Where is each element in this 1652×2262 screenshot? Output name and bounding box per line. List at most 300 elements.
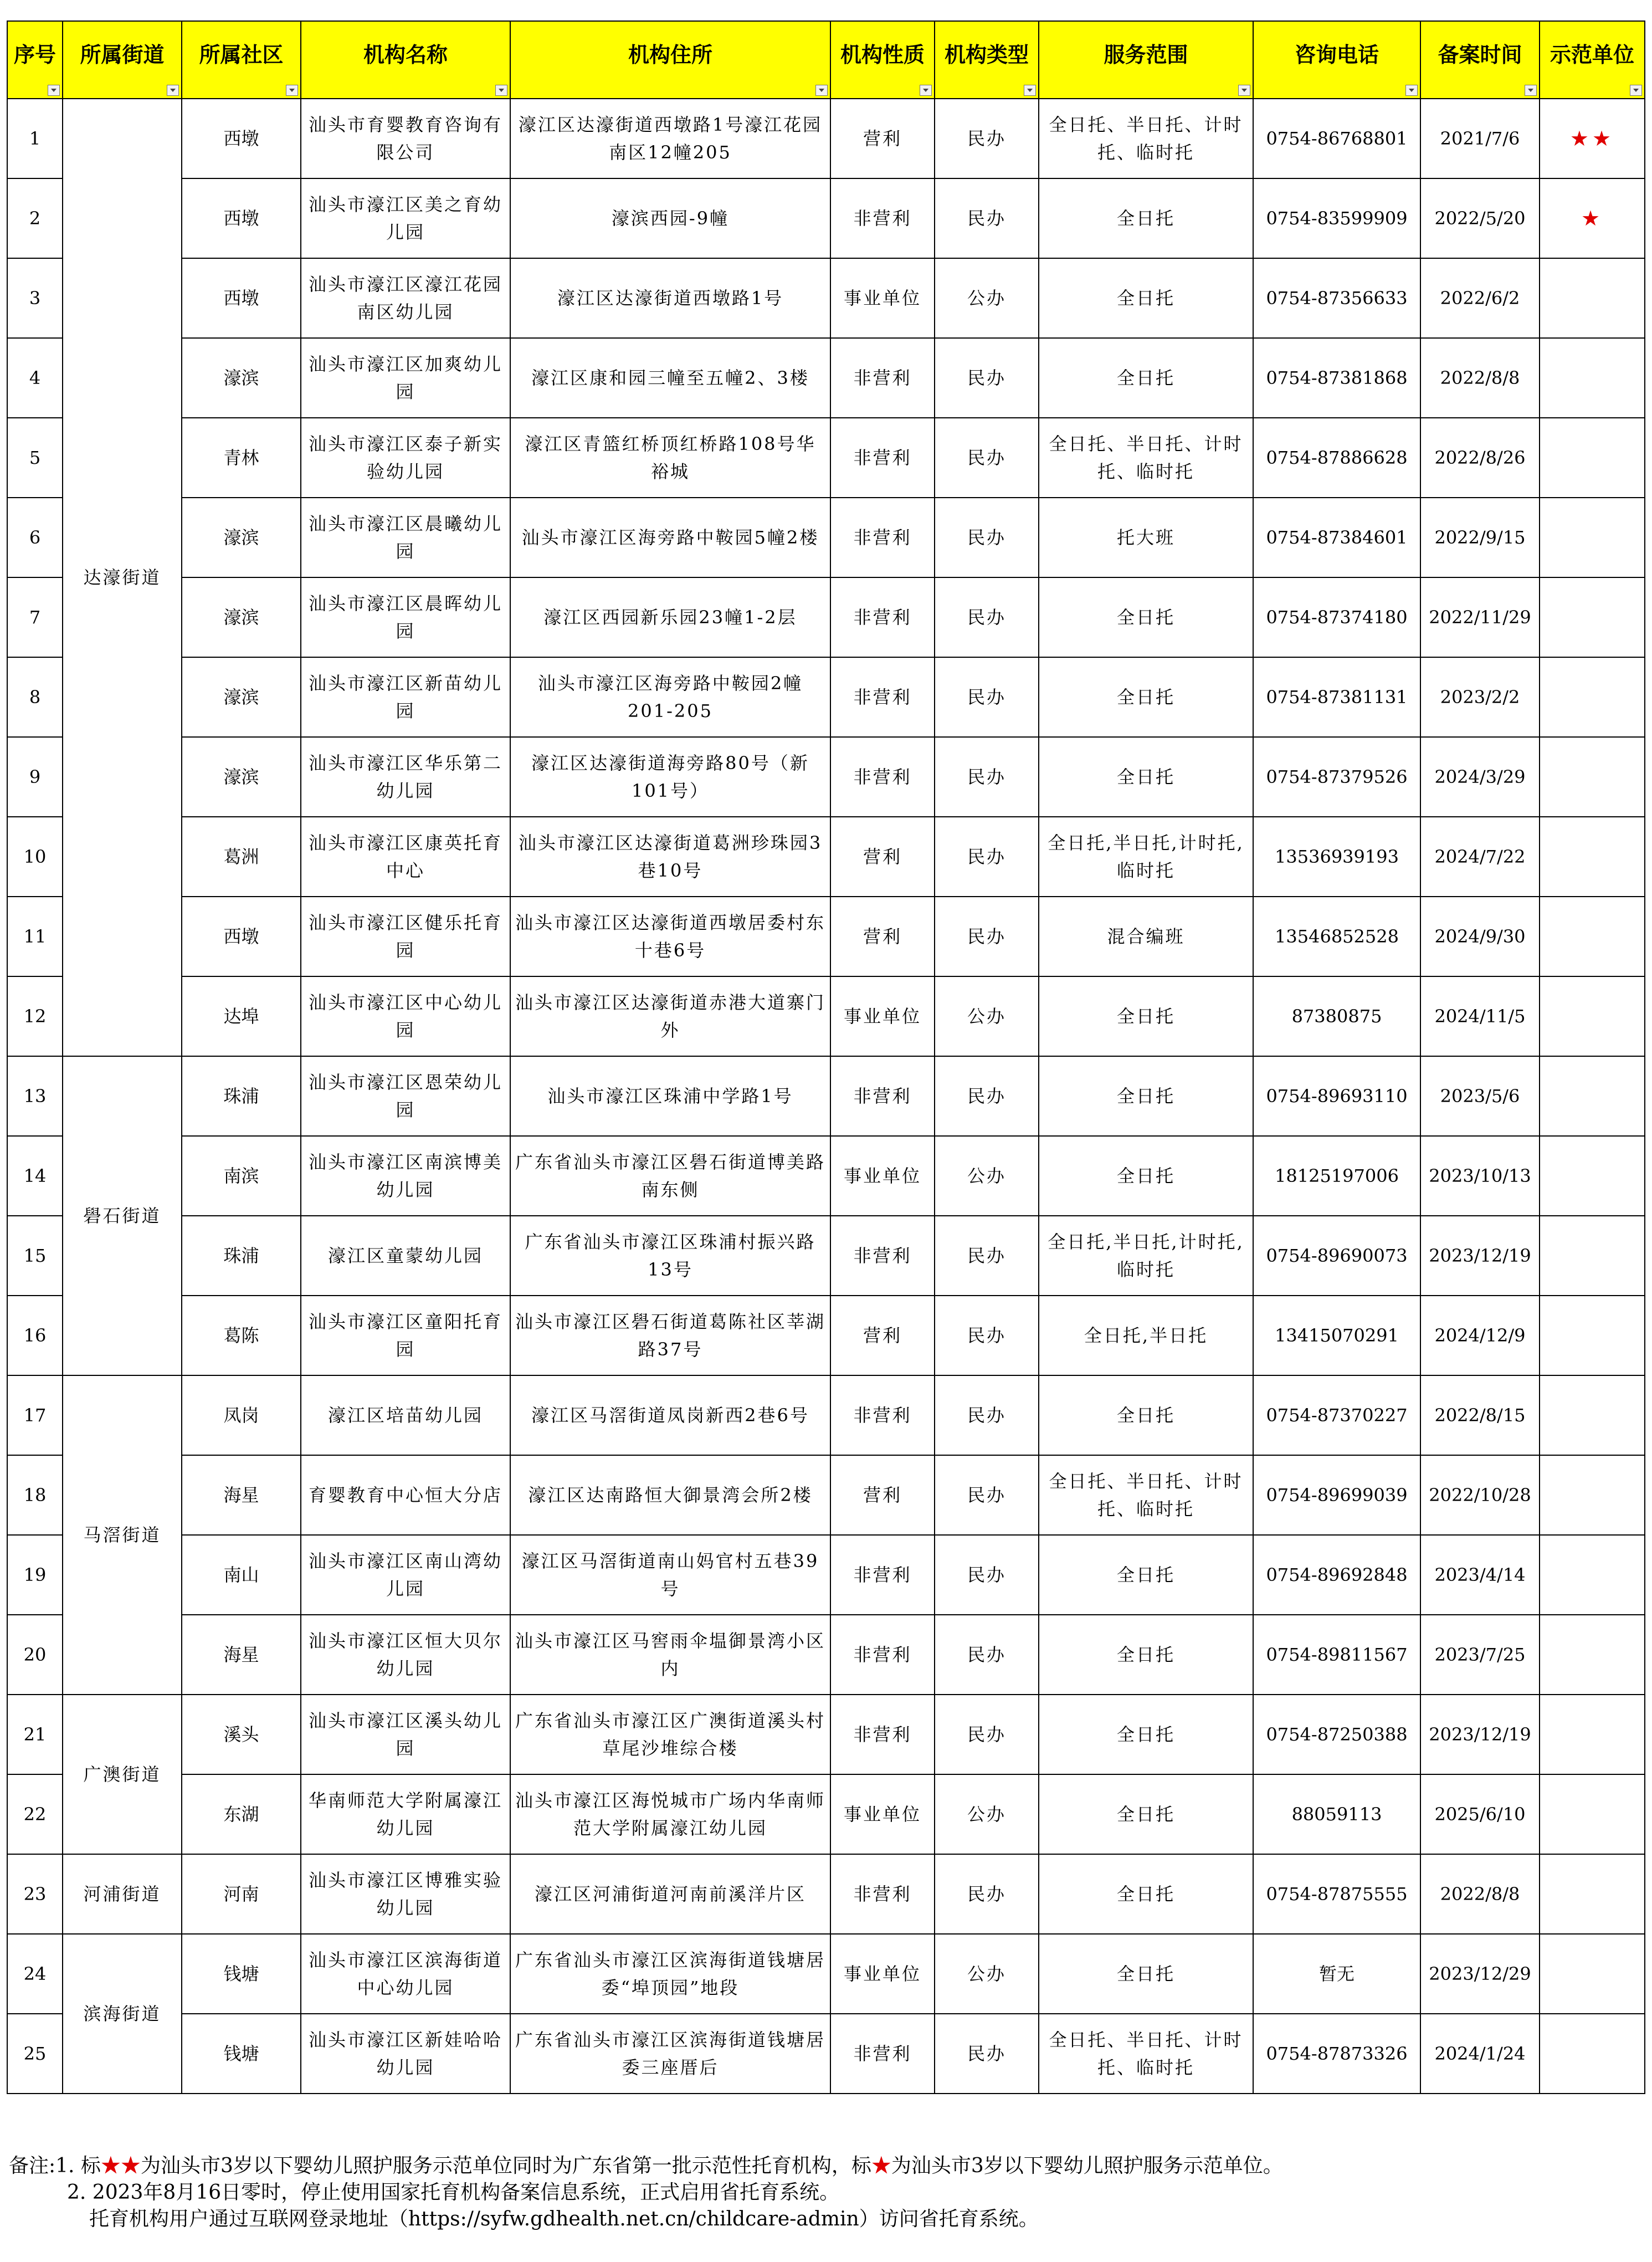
- column-header: [510, 21, 830, 99]
- filter-dropdown-icon[interactable]: [167, 85, 179, 96]
- cell-address: 汕头市濠江区礐石街道葛陈社区莘湖路37号: [510, 1296, 830, 1375]
- cell-org-name: 汕头市濠江区中心幼儿园: [301, 976, 510, 1056]
- cell-phone: 13536939193: [1253, 817, 1420, 897]
- cell-demo: [1540, 657, 1645, 737]
- cell-type: 民办: [935, 817, 1039, 897]
- filter-dropdown-icon[interactable]: [495, 85, 507, 96]
- column-header-label: 咨询电话: [1294, 42, 1379, 67]
- cell-date: 2024/12/9: [1420, 1296, 1540, 1375]
- cell-address: 广东省汕头市濠江区滨海街道钱塘居委三座厝后: [510, 2014, 830, 2094]
- cell-demo: [1540, 2014, 1645, 2094]
- header-row: [7, 21, 1645, 99]
- star-icon: ★: [871, 2154, 891, 2177]
- cell-scope: 全日托: [1039, 976, 1253, 1056]
- spreadsheet: [7, 21, 1645, 2094]
- cell-nature: 营利: [830, 1455, 935, 1535]
- cell-serial: 23: [7, 1854, 63, 1934]
- cell-address: 汕头市濠江区珠浦中学路1号: [510, 1056, 830, 1136]
- cell-community: 东湖: [182, 1774, 301, 1854]
- column-header-label: 所属街道: [80, 42, 165, 67]
- cell-org-name: 汕头市濠江区康英托育中心: [301, 817, 510, 897]
- cell-phone: 0754-87379526: [1253, 737, 1420, 817]
- cell-serial: 11: [7, 897, 63, 976]
- column-header: [7, 21, 63, 99]
- cell-demo: [1540, 1854, 1645, 1934]
- cell-date: 2024/11/5: [1420, 976, 1540, 1056]
- cell-scope: 全日托,半日托,计时托,临时托: [1039, 817, 1253, 897]
- cell-scope: 全日托、半日托、计时托、临时托: [1039, 418, 1253, 498]
- cell-demo: ★: [1540, 178, 1645, 258]
- cell-serial: 24: [7, 1934, 63, 2014]
- cell-type: 民办: [935, 338, 1039, 418]
- cell-serial: 21: [7, 1695, 63, 1774]
- cell-community: 海星: [182, 1615, 301, 1695]
- cell-address: 濠江区河浦街道河南前溪洋片区: [510, 1854, 830, 1934]
- cell-serial: 6: [7, 498, 63, 577]
- cell-community: 濠滨: [182, 338, 301, 418]
- cell-type: 公办: [935, 258, 1039, 338]
- cell-nature: 非营利: [830, 418, 935, 498]
- remark-text: 备注:1. 标: [9, 2154, 101, 2177]
- cell-address: 汕头市濠江区海旁路中鞍园2幢201-205: [510, 657, 830, 737]
- column-header-label: 所属社区: [199, 42, 284, 67]
- cell-community: 西墩: [182, 178, 301, 258]
- cell-scope: 全日托、半日托、计时托、临时托: [1039, 2014, 1253, 2094]
- cell-date: 2022/8/15: [1420, 1375, 1540, 1455]
- cell-phone: 0754-87886628: [1253, 418, 1420, 498]
- cell-type: 民办: [935, 897, 1039, 976]
- cell-demo: [1540, 897, 1645, 976]
- cell-org-name: 汕头市濠江区泰子新实验幼儿园: [301, 418, 510, 498]
- cell-phone: 0754-87384601: [1253, 498, 1420, 577]
- cell-demo: [1540, 1296, 1645, 1375]
- cell-address: 汕头市濠江区马窖雨伞塭御景湾小区内: [510, 1615, 830, 1695]
- cell-nature: 非营利: [830, 2014, 935, 2094]
- cell-community: 葛陈: [182, 1296, 301, 1375]
- cell-phone: 0754-89699039: [1253, 1455, 1420, 1535]
- cell-org-name: 汕头市濠江区华乐第二幼儿园: [301, 737, 510, 817]
- table-row: [7, 418, 1645, 498]
- cell-address: 濠江区达濠街道西墩路1号: [510, 258, 830, 338]
- cell-community: 南滨: [182, 1136, 301, 1216]
- cell-demo: [1540, 1615, 1645, 1695]
- cell-address: 濠江区达濠街道海旁路80号（新101号）: [510, 737, 830, 817]
- cell-phone: 0754-87381131: [1253, 657, 1420, 737]
- table-row: [7, 1934, 1645, 2014]
- cell-date: 2023/12/19: [1420, 1216, 1540, 1296]
- cell-serial: 18: [7, 1455, 63, 1535]
- table-row: [7, 1615, 1645, 1695]
- cell-type: 民办: [935, 1216, 1039, 1296]
- table-row: [7, 1296, 1645, 1375]
- table-row: [7, 338, 1645, 418]
- table-row: [7, 2014, 1645, 2094]
- table-row: [7, 1216, 1645, 1296]
- cell-address: 濠江区马滘街道凤岗新西2巷6号: [510, 1375, 830, 1455]
- cell-type: 民办: [935, 1455, 1039, 1535]
- cell-community: 达埠: [182, 976, 301, 1056]
- cell-phone: 13546852528: [1253, 897, 1420, 976]
- cell-date: 2022/6/2: [1420, 258, 1540, 338]
- cell-demo: [1540, 338, 1645, 418]
- table-row: [7, 1774, 1645, 1854]
- cell-community: 溪头: [182, 1695, 301, 1774]
- cell-org-name: 汕头市濠江区新娃哈哈幼儿园: [301, 2014, 510, 2094]
- cell-org-name: 华南师范大学附属濠江幼儿园: [301, 1774, 510, 1854]
- cell-demo: [1540, 577, 1645, 657]
- cell-address: 汕头市濠江区海悦城市广场内华南师范大学附属濠江幼儿园: [510, 1774, 830, 1854]
- cell-phone: 0754-89811567: [1253, 1615, 1420, 1695]
- remark-line-1: [9, 2153, 1283, 2179]
- cell-community: 钱塘: [182, 1934, 301, 2014]
- cell-nature: 营利: [830, 99, 935, 178]
- cell-date: 2024/3/29: [1420, 737, 1540, 817]
- cell-demo: [1540, 498, 1645, 577]
- cell-date: 2022/8/8: [1420, 338, 1540, 418]
- cell-type: 民办: [935, 99, 1039, 178]
- column-header: [1540, 21, 1645, 99]
- cell-community: 青林: [182, 418, 301, 498]
- column-header: [1039, 21, 1253, 99]
- cell-nature: 非营利: [830, 178, 935, 258]
- cell-scope: 全日托: [1039, 178, 1253, 258]
- table-row: [7, 1854, 1645, 1934]
- cell-serial: 5: [7, 418, 63, 498]
- cell-scope: 全日托: [1039, 1056, 1253, 1136]
- cell-street: 河浦街道: [63, 1854, 182, 1934]
- remark-line-3: 托育机构用户通过互联网登录地址（https://syfw.gdhealth.net.cn/childcare-admin）访问省托育系统。: [89, 2208, 1039, 2230]
- cell-scope: 全日托、半日托、计时托、临时托: [1039, 99, 1253, 178]
- cell-address: 广东省汕头市濠江区滨海街道钱塘居委“埠顶园”地段: [510, 1934, 830, 2014]
- cell-org-name: 汕头市濠江区童阳托育园: [301, 1296, 510, 1375]
- cell-type: 民办: [935, 1056, 1039, 1136]
- cell-scope: 全日托: [1039, 338, 1253, 418]
- cell-nature: 营利: [830, 817, 935, 897]
- cell-community: 葛洲: [182, 817, 301, 897]
- filter-dropdown-icon[interactable]: [286, 85, 298, 96]
- cell-address: 汕头市濠江区达濠街道赤港大道寨门外: [510, 976, 830, 1056]
- cell-nature: 事业单位: [830, 1934, 935, 2014]
- column-header-label: 机构性质: [840, 42, 925, 67]
- column-header: [63, 21, 182, 99]
- cell-address: 濠江区达南路恒大御景湾会所2楼: [510, 1455, 830, 1535]
- cell-nature: 非营利: [830, 737, 935, 817]
- cell-date: 2023/12/19: [1420, 1695, 1540, 1774]
- cell-community: 南山: [182, 1535, 301, 1615]
- cell-org-name: 汕头市濠江区南滨博美幼儿园: [301, 1136, 510, 1216]
- cell-nature: 营利: [830, 1296, 935, 1375]
- cell-nature: 非营利: [830, 1216, 935, 1296]
- cell-serial: 3: [7, 258, 63, 338]
- cell-date: 2025/6/10: [1420, 1774, 1540, 1854]
- table-row: [7, 498, 1645, 577]
- cell-scope: 全日托: [1039, 1615, 1253, 1695]
- cell-nature: 非营利: [830, 1854, 935, 1934]
- cell-community: 西墩: [182, 897, 301, 976]
- cell-nature: 非营利: [830, 1615, 935, 1695]
- cell-phone: 18125197006: [1253, 1136, 1420, 1216]
- cell-phone: 13415070291: [1253, 1296, 1420, 1375]
- cell-type: 民办: [935, 1535, 1039, 1615]
- cell-address: 濠江区康和园三幢至五幢2、3楼: [510, 338, 830, 418]
- filter-dropdown-icon[interactable]: [1405, 85, 1418, 96]
- column-header: [935, 21, 1039, 99]
- cell-scope: 全日托: [1039, 657, 1253, 737]
- cell-nature: 事业单位: [830, 976, 935, 1056]
- table-row: [7, 897, 1645, 976]
- table-row: [7, 1455, 1645, 1535]
- cell-community: 河南: [182, 1854, 301, 1934]
- cell-type: 民办: [935, 1615, 1039, 1695]
- cell-scope: 全日托、半日托、计时托、临时托: [1039, 1455, 1253, 1535]
- cell-community: 濠滨: [182, 577, 301, 657]
- table-row: [7, 577, 1645, 657]
- cell-community: 濠滨: [182, 737, 301, 817]
- cell-scope: 全日托: [1039, 737, 1253, 817]
- cell-org-name: 汕头市濠江区美之育幼儿园: [301, 178, 510, 258]
- cell-serial: 16: [7, 1296, 63, 1375]
- cell-serial: 25: [7, 2014, 63, 2094]
- cell-type: 民办: [935, 1375, 1039, 1455]
- cell-date: 2022/5/20: [1420, 178, 1540, 258]
- table-row: [7, 1136, 1645, 1216]
- cell-serial: 15: [7, 1216, 63, 1296]
- cell-date: 2023/12/29: [1420, 1934, 1540, 2014]
- cell-phone: 0754-87356633: [1253, 258, 1420, 338]
- cell-demo: [1540, 1136, 1645, 1216]
- column-header: [1253, 21, 1420, 99]
- cell-serial: 4: [7, 338, 63, 418]
- cell-scope: 全日托: [1039, 1854, 1253, 1934]
- cell-street: 礐石街道: [63, 1056, 182, 1375]
- cell-type: 公办: [935, 1934, 1039, 2014]
- cell-org-name: 汕头市濠江区健乐托育园: [301, 897, 510, 976]
- cell-address: 濠江区青篮红桥顶红桥路108号华裕城: [510, 418, 830, 498]
- filter-dropdown-icon[interactable]: [920, 85, 932, 96]
- cell-community: 珠浦: [182, 1216, 301, 1296]
- cell-demo: [1540, 1455, 1645, 1535]
- cell-demo: [1540, 1216, 1645, 1296]
- column-header-label: 备案时间: [1438, 42, 1522, 67]
- cell-org-name: 汕头市濠江区博雅实验幼儿园: [301, 1854, 510, 1934]
- cell-address: 汕头市濠江区达濠街道葛洲珍珠园3巷10号: [510, 817, 830, 897]
- cell-street: 达濠街道: [63, 99, 182, 1056]
- cell-address: 广东省汕头市濠江区珠浦村振兴路13号: [510, 1216, 830, 1296]
- cell-phone: 0754-87374180: [1253, 577, 1420, 657]
- cell-date: 2022/8/8: [1420, 1854, 1540, 1934]
- cell-demo: [1540, 1535, 1645, 1615]
- cell-type: 民办: [935, 657, 1039, 737]
- cell-serial: 12: [7, 976, 63, 1056]
- cell-serial: 20: [7, 1615, 63, 1695]
- cell-demo: [1540, 1056, 1645, 1136]
- table-row: [7, 737, 1645, 817]
- cell-community: 濠滨: [182, 657, 301, 737]
- filter-dropdown-icon[interactable]: [815, 85, 828, 96]
- cell-nature: 非营利: [830, 1695, 935, 1774]
- cell-demo: [1540, 1695, 1645, 1774]
- cell-phone: 0754-87370227: [1253, 1375, 1420, 1455]
- cell-type: 民办: [935, 1854, 1039, 1934]
- cell-org-name: 汕头市濠江区溪头幼儿园: [301, 1695, 510, 1774]
- cell-phone: 0754-87875555: [1253, 1854, 1420, 1934]
- remarks: [9, 2153, 1283, 2233]
- cell-scope: 全日托: [1039, 258, 1253, 338]
- remark-text: 为汕头市3岁以下婴幼儿照护服务示范单位。: [891, 2154, 1283, 2177]
- cell-scope: 全日托: [1039, 1535, 1253, 1615]
- cell-serial: 1: [7, 99, 63, 178]
- cell-org-name: 汕头市濠江区新苗幼儿园: [301, 657, 510, 737]
- cell-date: 2024/7/22: [1420, 817, 1540, 897]
- cell-demo: [1540, 1774, 1645, 1854]
- table-row: [7, 1375, 1645, 1455]
- cell-scope: 全日托: [1039, 1934, 1253, 2014]
- table-row: [7, 976, 1645, 1056]
- cell-demo: [1540, 1934, 1645, 2014]
- cell-nature: 非营利: [830, 1056, 935, 1136]
- cell-scope: 托大班: [1039, 498, 1253, 577]
- cell-phone: 87380875: [1253, 976, 1420, 1056]
- cell-community: 西墩: [182, 258, 301, 338]
- filter-dropdown-icon[interactable]: [1024, 85, 1036, 96]
- cell-date: 2022/10/28: [1420, 1455, 1540, 1535]
- cell-address: 濠江区马滘街道南山妈官村五巷39号: [510, 1535, 830, 1615]
- cell-org-name: 汕头市濠江区南山湾幼儿园: [301, 1535, 510, 1615]
- column-header-label: 服务范围: [1104, 42, 1188, 67]
- column-header: [182, 21, 301, 99]
- column-header-label: 示范单位: [1550, 42, 1634, 67]
- table-row: [7, 817, 1645, 897]
- cell-phone: 0754-83599909: [1253, 178, 1420, 258]
- cell-date: 2023/10/13: [1420, 1136, 1540, 1216]
- cell-address: 濠江区达濠街道西墩路1号濠江花园南区12幢205: [510, 99, 830, 178]
- cell-date: 2023/7/25: [1420, 1615, 1540, 1695]
- cell-community: 濠滨: [182, 498, 301, 577]
- cell-demo: [1540, 418, 1645, 498]
- cell-address: 汕头市濠江区海旁路中鞍园5幢2楼: [510, 498, 830, 577]
- cell-address: 广东省汕头市濠江区广澳街道溪头村草尾沙堆综合楼: [510, 1695, 830, 1774]
- cell-phone: 0754-87250388: [1253, 1695, 1420, 1774]
- filter-dropdown-icon[interactable]: [1630, 85, 1642, 96]
- table-row: [7, 258, 1645, 338]
- cell-phone: 暂无: [1253, 1934, 1420, 2014]
- cell-scope: 全日托: [1039, 1136, 1253, 1216]
- cell-scope: 全日托: [1039, 1695, 1253, 1774]
- cell-scope: 全日托,半日托: [1039, 1296, 1253, 1375]
- cell-address: 濠江区西园新乐园23幢1-2层: [510, 577, 830, 657]
- remark-text: 为汕头市3岁以下婴幼儿照护服务示范单位同时为广东省第一批示范性托育机构，标: [140, 2154, 871, 2177]
- cell-org-name: 汕头市濠江区加爽幼儿园: [301, 338, 510, 418]
- cell-nature: 营利: [830, 897, 935, 976]
- childcare-table: [7, 21, 1645, 2094]
- cell-serial: 9: [7, 737, 63, 817]
- filter-dropdown-icon[interactable]: [48, 85, 60, 96]
- cell-type: 公办: [935, 1774, 1039, 1854]
- cell-serial: 14: [7, 1136, 63, 1216]
- cell-serial: 10: [7, 817, 63, 897]
- cell-scope: 混合编班: [1039, 897, 1253, 976]
- cell-type: 公办: [935, 1136, 1039, 1216]
- cell-date: 2023/5/6: [1420, 1056, 1540, 1136]
- cell-nature: 非营利: [830, 577, 935, 657]
- cell-phone: 0754-89693110: [1253, 1056, 1420, 1136]
- cell-demo: ★★: [1540, 99, 1645, 178]
- column-header-label: 机构类型: [944, 42, 1029, 67]
- cell-address: 汕头市濠江区达濠街道西墩居委村东十巷6号: [510, 897, 830, 976]
- cell-type: 民办: [935, 2014, 1039, 2094]
- cell-phone: 88059113: [1253, 1774, 1420, 1854]
- cell-demo: [1540, 1375, 1645, 1455]
- cell-org-name: 汕头市濠江区恩荣幼儿园: [301, 1056, 510, 1136]
- cell-community: 珠浦: [182, 1056, 301, 1136]
- cell-date: 2024/1/24: [1420, 2014, 1540, 2094]
- cell-scope: 全日托: [1039, 1375, 1253, 1455]
- cell-nature: 非营利: [830, 1535, 935, 1615]
- cell-org-name: 汕头市濠江区滨海街道中心幼儿园: [301, 1934, 510, 2014]
- filter-dropdown-icon[interactable]: [1238, 85, 1250, 96]
- cell-date: 2022/8/26: [1420, 418, 1540, 498]
- cell-nature: 事业单位: [830, 258, 935, 338]
- cell-org-name: 汕头市濠江区恒大贝尔幼儿园: [301, 1615, 510, 1695]
- column-header-label: 机构名称: [363, 42, 448, 67]
- cell-date: 2022/11/29: [1420, 577, 1540, 657]
- column-header: [830, 21, 935, 99]
- cell-demo: [1540, 817, 1645, 897]
- cell-type: 民办: [935, 418, 1039, 498]
- cell-scope: 全日托,半日托,计时托,临时托: [1039, 1216, 1253, 1296]
- cell-date: 2024/9/30: [1420, 897, 1540, 976]
- cell-scope: 全日托: [1039, 1774, 1253, 1854]
- table-row: [7, 1535, 1645, 1615]
- cell-serial: 8: [7, 657, 63, 737]
- cell-serial: 22: [7, 1774, 63, 1854]
- cell-street: 滨海街道: [63, 1934, 182, 2094]
- filter-dropdown-icon[interactable]: [1525, 85, 1537, 96]
- cell-street: 广澳街道: [63, 1695, 182, 1854]
- cell-type: 民办: [935, 178, 1039, 258]
- cell-date: 2023/4/14: [1420, 1535, 1540, 1615]
- cell-date: 2022/9/15: [1420, 498, 1540, 577]
- cell-demo: [1540, 737, 1645, 817]
- cell-demo: [1540, 258, 1645, 338]
- cell-type: 民办: [935, 577, 1039, 657]
- cell-org-name: 汕头市濠江区濠江花园南区幼儿园: [301, 258, 510, 338]
- cell-community: 西墩: [182, 99, 301, 178]
- cell-scope: 全日托: [1039, 577, 1253, 657]
- cell-serial: 19: [7, 1535, 63, 1615]
- double-star-icon: ★★: [100, 2154, 141, 2177]
- cell-community: 凤岗: [182, 1375, 301, 1455]
- cell-community: 钱塘: [182, 2014, 301, 2094]
- cell-serial: 7: [7, 577, 63, 657]
- cell-nature: 非营利: [830, 338, 935, 418]
- cell-type: 民办: [935, 737, 1039, 817]
- table-row: [7, 99, 1645, 178]
- cell-nature: 非营利: [830, 1375, 935, 1455]
- cell-org-name: 濠江区培苗幼儿园: [301, 1375, 510, 1455]
- cell-nature: 非营利: [830, 657, 935, 737]
- cell-phone: 0754-87873326: [1253, 2014, 1420, 2094]
- table-row: [7, 178, 1645, 258]
- cell-phone: 0754-89690073: [1253, 1216, 1420, 1296]
- cell-address: 濠滨西园-9幢: [510, 178, 830, 258]
- cell-nature: 事业单位: [830, 1136, 935, 1216]
- cell-serial: 2: [7, 178, 63, 258]
- cell-address: 广东省汕头市濠江区礐石街道博美路南东侧: [510, 1136, 830, 1216]
- cell-org-name: 汕头市濠江区晨曦幼儿园: [301, 498, 510, 577]
- cell-serial: 13: [7, 1056, 63, 1136]
- cell-type: 民办: [935, 498, 1039, 577]
